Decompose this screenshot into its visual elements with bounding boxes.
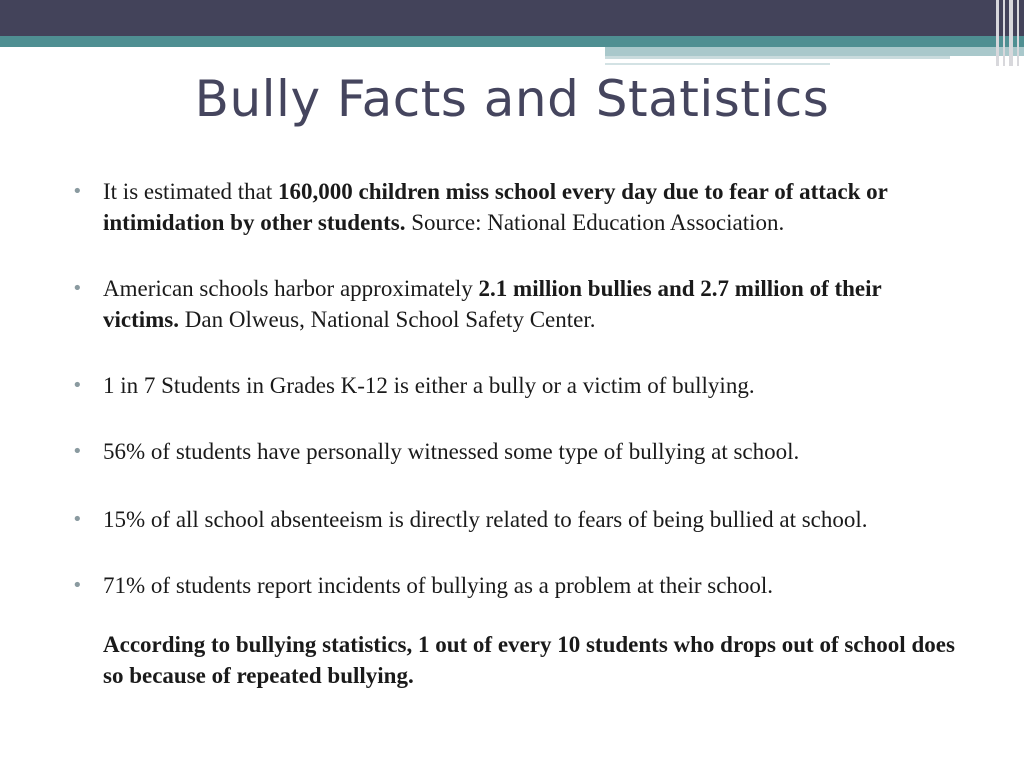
bullet-item xyxy=(72,273,962,335)
header-band-light xyxy=(605,47,1024,56)
header-band-teal xyxy=(0,36,1024,47)
bullet-text: 15% of all school absenteeism is directly related to fears of being bullied at school. xyxy=(103,507,868,532)
bullet-dot-icon: • xyxy=(72,441,83,462)
header-accent-line xyxy=(605,56,950,59)
header-band-dark xyxy=(0,0,1024,36)
bullet-text: 1 in 7 Students in Grades K-12 is either a bully or a victim of bullying. xyxy=(103,373,755,398)
bullet-text: 71% of students report incidents of bullying as a problem at their school. xyxy=(103,573,774,598)
bullet-item xyxy=(72,436,962,467)
bullet-dot-icon: • xyxy=(72,181,83,202)
bullet-bold-text: 160,000 children miss school every day due to fear of attack or intimidation by other students. xyxy=(103,179,888,235)
bullet-dot-icon: • xyxy=(72,375,83,396)
slide-title: Bully Facts and Statistics xyxy=(194,70,830,128)
bullet-bold-text: 2.1 million bullies and 2.7 million of their victims. xyxy=(103,276,882,332)
bullet-text: American schools harbor approximately xyxy=(103,276,479,301)
bullet-dot-icon: • xyxy=(72,278,83,299)
bullet-item xyxy=(72,370,962,401)
header-accent-line xyxy=(605,63,830,65)
bullet-source: Dan Olweus, National School Safety Center. xyxy=(179,307,596,332)
bullet-item xyxy=(72,504,962,535)
bullet-source: Source: National Education Association. xyxy=(405,210,785,235)
bullet-item xyxy=(72,176,962,238)
bullet-dot-icon: • xyxy=(72,509,83,530)
bullet-text: It is estimated that xyxy=(103,179,279,204)
bullet-text: 56% of students have personally witnessed some type of bullying at school. xyxy=(103,439,800,464)
bullet-item xyxy=(72,570,962,601)
bullet-dot-icon: • xyxy=(72,575,83,596)
closing-statement: According to bullying statistics, 1 out of every 10 students who drops out of school does so because of repeated bullying. xyxy=(103,632,955,688)
bullet-list xyxy=(72,176,962,691)
edge-stripes xyxy=(994,0,1024,66)
